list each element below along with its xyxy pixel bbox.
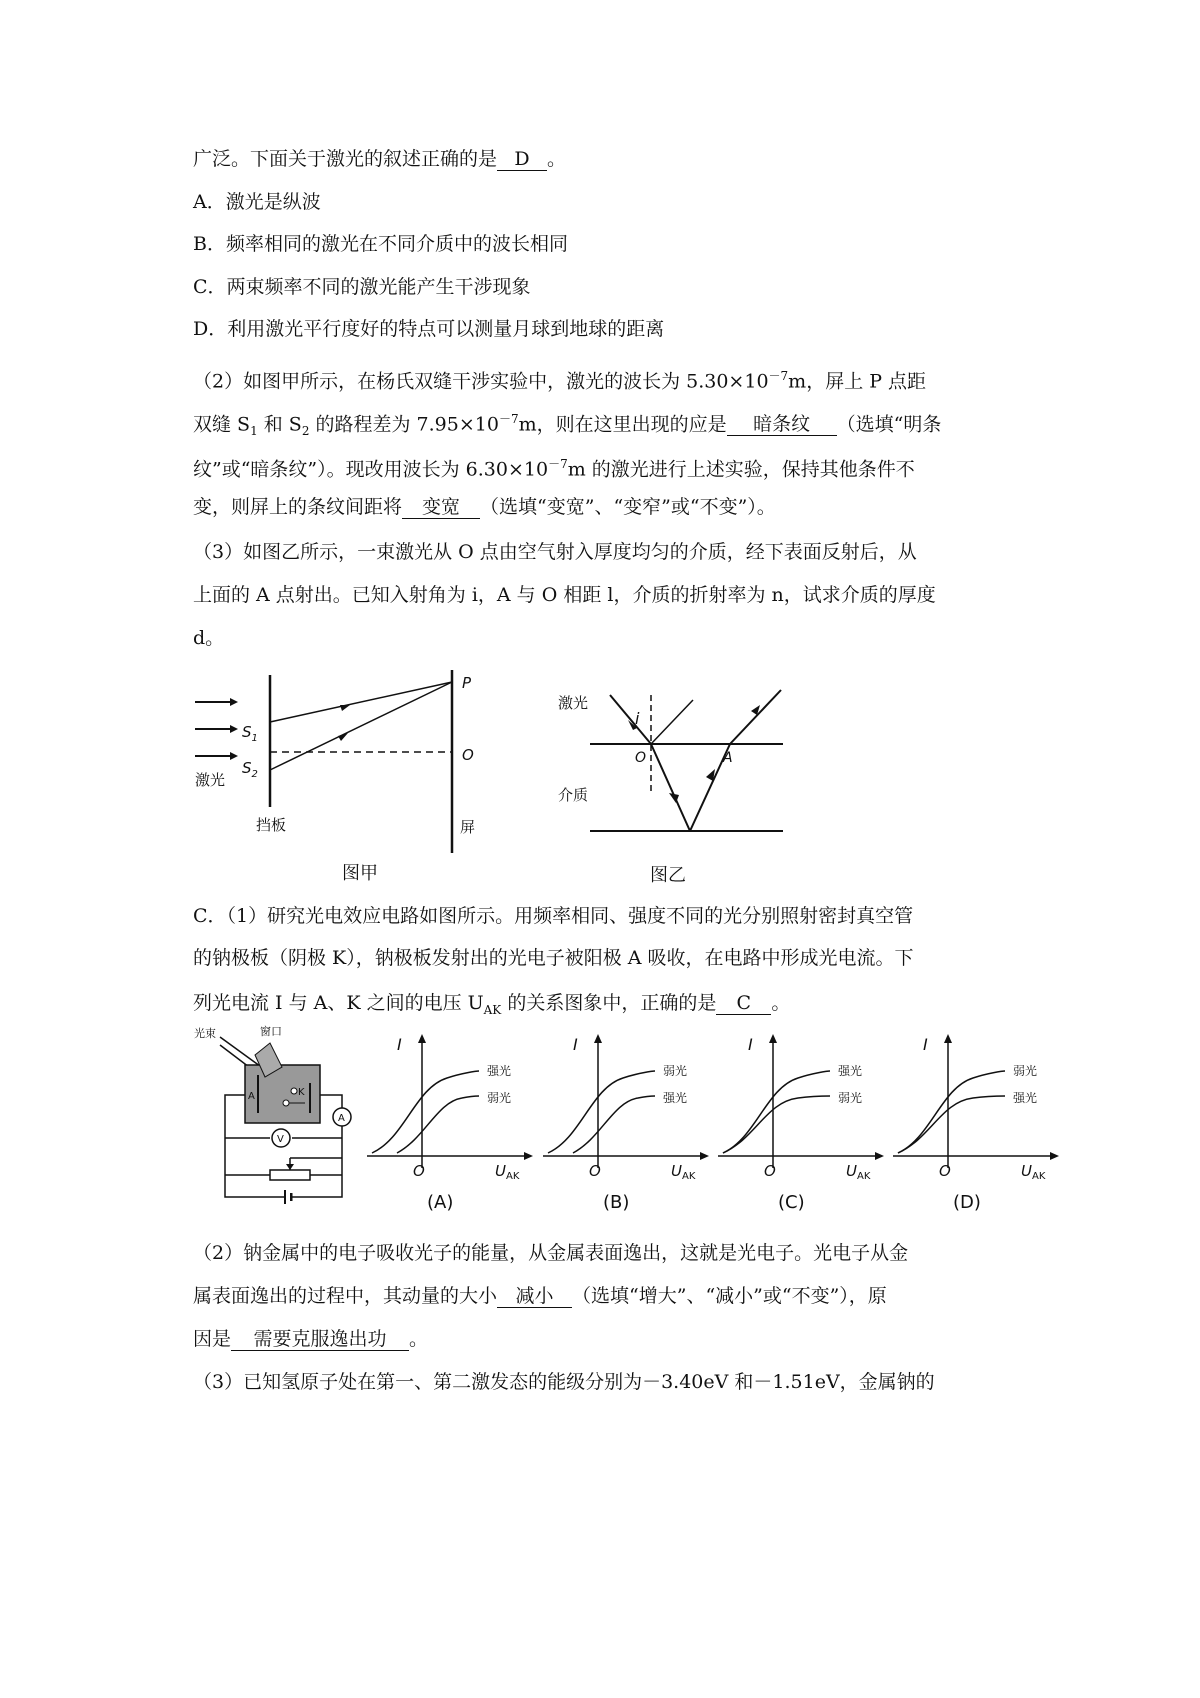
c2-text: 属表面逸出的过程中，其动量的大小 — [193, 1285, 498, 1307]
upper-curve — [898, 1071, 1005, 1153]
c1-text: 列光电流 I 与 A、K 之间的电压 U — [193, 992, 484, 1014]
lower-curve-label: 强光 — [1013, 1091, 1038, 1105]
q1-lead: 广泛。下面关于激光的叙述正确的是 — [193, 148, 498, 170]
subscript: AK — [483, 1002, 502, 1017]
graph-option-label: (D) — [953, 1192, 981, 1213]
u-axis-label: $U_{AK}$ — [1021, 1162, 1046, 1182]
origin-label: O — [589, 1162, 601, 1180]
graph-option-label: (B) — [603, 1192, 630, 1213]
graph-option-label: (A) — [427, 1192, 454, 1213]
origin-label: O — [764, 1162, 776, 1180]
q2-text: 变，则屏上的条纹间距将 — [193, 496, 403, 518]
q2-answer-2: 变宽 — [402, 496, 480, 519]
graph-option-label: (C) — [778, 1192, 805, 1213]
q2-line-1 — [193, 363, 926, 394]
q1-option-a: A．激光是纵波 — [193, 191, 321, 213]
u-axis-label: $U_{AK}$ — [671, 1162, 696, 1182]
x-axis-arrow — [875, 1152, 884, 1160]
i-axis-label: I — [573, 1035, 578, 1054]
iu-graph-c — [718, 1030, 888, 1220]
laser-label: 激光 — [558, 694, 589, 712]
u-axis-label: $U_{AK}$ — [495, 1162, 520, 1182]
lower-curve — [573, 1096, 655, 1153]
i-axis-label: I — [923, 1035, 928, 1054]
lower-curve — [723, 1096, 830, 1153]
q1-stem — [193, 146, 566, 172]
upper-curve — [372, 1071, 479, 1153]
q1-end: 。 — [547, 148, 567, 170]
exponent: －7 — [498, 412, 519, 426]
y-axis-arrow — [769, 1034, 777, 1043]
c2-line-1: （2）钠金属中的电子吸收光子的能量，从金属表面逸出，这就是光电子。光电子从金 — [193, 1242, 909, 1264]
c2-text: 因是 — [193, 1328, 232, 1350]
lower-curve — [397, 1096, 479, 1153]
angle-i-label: i — [635, 709, 640, 728]
lower-curve — [898, 1096, 1005, 1153]
figure-yi-medium — [555, 685, 855, 890]
photoelectric-circuit — [190, 1025, 360, 1220]
upper-curve-label: 强光 — [487, 1064, 512, 1078]
figure-jia-caption: 图甲 — [342, 863, 378, 884]
anode-label: A — [248, 1091, 255, 1102]
lower-curve-label: 弱光 — [487, 1091, 512, 1105]
origin-label: O — [939, 1162, 951, 1180]
lower-curve-label: 弱光 — [838, 1091, 863, 1105]
c1-end: 。 — [771, 992, 791, 1014]
s2-label: $S_2$ — [242, 759, 258, 780]
beam-label: 光束 — [194, 1027, 216, 1040]
q2-text: m，屏上 P 点距 — [788, 370, 927, 393]
i-axis-label: I — [748, 1035, 753, 1054]
c2-end: 。 — [409, 1328, 429, 1350]
q2-answer-1: 暗条纹 — [727, 413, 837, 436]
q1-answer: D — [497, 148, 547, 171]
o-label: O — [462, 746, 474, 764]
voltmeter-label: V — [277, 1134, 284, 1145]
q2-text: （选填“明条 — [836, 413, 942, 436]
s1-label: $S_1$ — [242, 723, 258, 744]
figure-jia-double-slit — [190, 665, 510, 890]
ammeter-label: A — [338, 1113, 345, 1124]
c2-text: （选填“增大”、“减小”或“不变”），原 — [572, 1285, 887, 1307]
a-label: A — [723, 750, 733, 766]
c3-line-1: （3）已知氢原子处在第一、第二激发态的能级分别为－3.40eV 和－1.51eV，金属钠的 — [193, 1371, 935, 1393]
lower-curve-label: 强光 — [663, 1091, 688, 1105]
cathode-label: K — [298, 1087, 305, 1098]
subscript: 1 — [250, 424, 258, 439]
screen-label: 屏 — [460, 818, 476, 836]
q3-line-3: d。 — [193, 627, 225, 649]
laser-label: 激光 — [195, 771, 226, 789]
c2-line-3 — [193, 1326, 428, 1352]
y-axis-arrow — [594, 1034, 602, 1043]
x-axis-arrow — [524, 1152, 533, 1160]
exponent: －7 — [768, 369, 789, 383]
subscript: 2 — [301, 424, 310, 439]
c1-text: 的关系图象中，正确的是 — [501, 992, 717, 1014]
q2-text: 的路程差为 7.95×10 — [309, 413, 499, 436]
q2-text: m 的激光进行上述实验，保持其他条件不 — [567, 458, 915, 481]
p-label: P — [462, 674, 472, 692]
o-label: O — [635, 750, 647, 766]
u-axis-label: $U_{AK}$ — [846, 1162, 871, 1182]
figure-yi-caption: 图乙 — [650, 865, 686, 886]
iu-graph-b — [543, 1030, 713, 1220]
c2-answer-1: 减小 — [497, 1285, 572, 1308]
c1-answer: C — [716, 992, 771, 1015]
upper-curve-label: 强光 — [838, 1064, 863, 1078]
q3-line-2: 上面的 A 点射出。已知入射角为 i，A 与 O 相距 l，介质的折射率为 n，试求介质的厚度 — [193, 584, 936, 606]
q2-text: 双缝 S — [193, 413, 251, 436]
q1-option-b: B．频率相同的激光在不同介质中的波长相同 — [193, 233, 568, 255]
x-axis-arrow — [1050, 1152, 1059, 1160]
c2-answer-2: 需要克服逸出功 — [231, 1328, 409, 1351]
q2-line-4 — [193, 494, 776, 520]
q2-text: （选填“变宽”、“变窄”或“不变”）。 — [480, 496, 776, 518]
q1-option-c: C．两束频率不同的激光能产生干涉现象 — [193, 276, 531, 298]
q2-text: 纹”或“暗条纹”）。现改用波长为 6.30×10 — [193, 458, 549, 481]
q2-line-3 — [193, 451, 915, 482]
iu-graph-d — [893, 1030, 1063, 1220]
upper-curve — [723, 1071, 830, 1153]
q2-text: （2）如图甲所示，在杨氏双缝干涉实验中，激光的波长为 5.30×10 — [193, 370, 769, 393]
upper-curve-label: 弱光 — [1013, 1064, 1038, 1078]
q2-text: m，则在这里出现的应是 — [518, 413, 727, 436]
y-axis-arrow — [944, 1034, 952, 1043]
iu-graph-a — [367, 1030, 537, 1220]
baffle-label: 挡板 — [256, 816, 287, 834]
origin-label: O — [413, 1162, 425, 1180]
window-label: 窗口 — [260, 1025, 282, 1038]
q3-line-1: （3）如图乙所示，一束激光从 O 点由空气射入厚度均匀的介质，经下表面反射后，从 — [193, 541, 917, 563]
upper-curve — [548, 1071, 655, 1153]
i-axis-label: I — [397, 1035, 402, 1054]
upper-curve-label: 弱光 — [663, 1064, 688, 1078]
x-axis-arrow — [700, 1152, 709, 1160]
y-axis-arrow — [418, 1034, 426, 1043]
medium-label: 介质 — [558, 786, 589, 804]
c1-line-1: C．（1）研究光电效应电路如图所示。用频率相同、强度不同的光分别照射密封真空管 — [193, 905, 914, 927]
q2-text: 和 S — [257, 413, 302, 436]
c2-line-2 — [193, 1283, 887, 1309]
q1-option-d: D．利用激光平行度好的特点可以测量月球到地球的距离 — [193, 318, 665, 340]
c1-line-2: 的钠极板（阴极 K），钠极板发射出的光电子被阳极 A 吸收，在电路中形成光电流。下 — [193, 947, 914, 969]
q2-line-2 — [193, 406, 941, 444]
exponent: －7 — [548, 457, 568, 471]
c1-line-3 — [193, 990, 790, 1023]
